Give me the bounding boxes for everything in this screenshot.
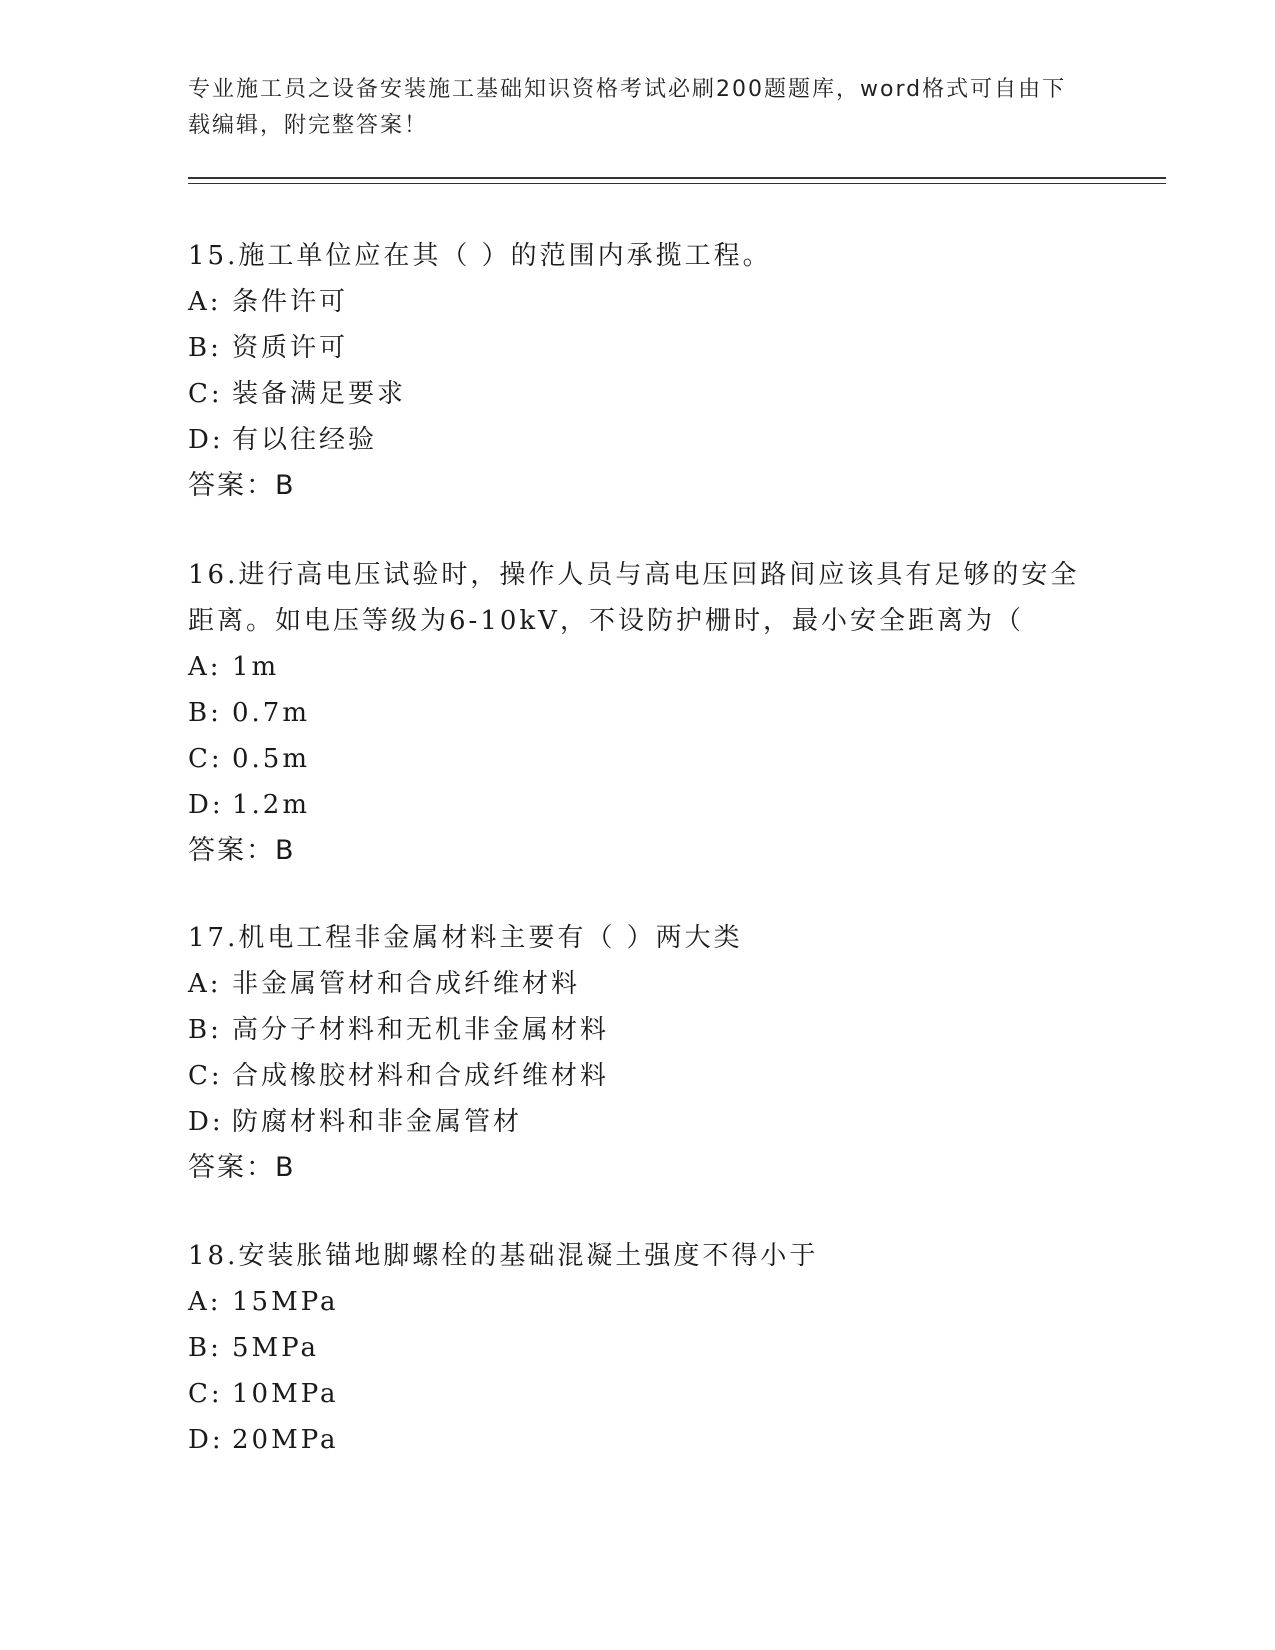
option-text: 20MPa [232,1425,339,1455]
option-text: 有以往经验 [232,425,378,455]
option-d [188,417,1108,463]
answer-line: 答案：B [188,470,296,501]
option-b [188,690,1108,736]
option-key: D: [188,425,224,455]
option-c [188,736,1108,782]
option-c [188,1053,1108,1099]
option-d [188,782,1108,828]
option-text: 5MPa [232,1333,319,1363]
option-key: B: [188,1333,222,1363]
option-b [188,325,1108,371]
option-text: 条件许可 [232,287,349,317]
option-key: C: [188,1379,223,1409]
option-key: D: [188,790,224,820]
option-key: B: [188,333,222,363]
option-text: 非金属管材和合成纤维材料 [232,969,581,999]
option-b [188,1325,1108,1371]
answer-line: 答案：B [188,1152,296,1183]
document-header: 专业施工员之设备安装施工基础知识资格考试必刷200题题库，word格式可自由下载编辑，附完整答案！ [188,77,1067,138]
option-c [188,371,1108,417]
question-stem: 18.安装胀锚地脚螺栓的基础混凝土强度不得小于 [188,1241,819,1271]
question-stem: 15.施工单位应在其（ ）的范围内承揽工程。 [188,241,772,271]
question-block [188,233,1108,509]
option-text: 资质许可 [232,333,349,363]
option-a [188,1279,1108,1325]
option-text: 1.2m [232,790,311,820]
answer-line: 答案：B [188,835,296,866]
option-a [188,279,1108,325]
header-divider [188,177,1166,179]
option-text: 1m [232,652,280,682]
question-block [188,915,1108,1191]
option-text: 0.5m [232,744,311,774]
option-key: C: [188,744,223,774]
option-text: 防腐材料和非金属管材 [232,1107,523,1137]
question-block [188,552,1108,874]
option-a [188,644,1108,690]
option-text: 高分子材料和无机非金属材料 [232,1015,610,1045]
option-key: C: [188,379,223,409]
option-a [188,961,1108,1007]
option-text: 0.7m [232,698,311,728]
question-block [188,1233,1108,1463]
option-key: A: [188,1287,222,1317]
option-key: A: [188,969,222,999]
option-text: 10MPa [232,1379,339,1409]
option-key: D: [188,1107,224,1137]
option-c [188,1371,1108,1417]
option-key: A: [188,287,222,317]
option-text: 15MPa [232,1287,339,1317]
option-text: 合成橡胶材料和合成纤维材料 [232,1061,610,1091]
question-stem: 16.进行高电压试验时，操作人员与高电压回路间应该具有足够的安全距离。如电压等级为6-10kV，不设防护栅时，最小安全距离为（ [188,560,1080,636]
option-d [188,1417,1108,1463]
option-key: B: [188,1015,222,1045]
option-key: A: [188,652,222,682]
option-key: C: [188,1061,223,1091]
option-key: B: [188,698,222,728]
header-divider-thin [188,183,1166,184]
question-stem: 17.机电工程非金属材料主要有（ ）两大类 [188,923,743,953]
option-key: D: [188,1425,224,1455]
option-text: 装备满足要求 [232,379,407,409]
option-d [188,1099,1108,1145]
option-b [188,1007,1108,1053]
